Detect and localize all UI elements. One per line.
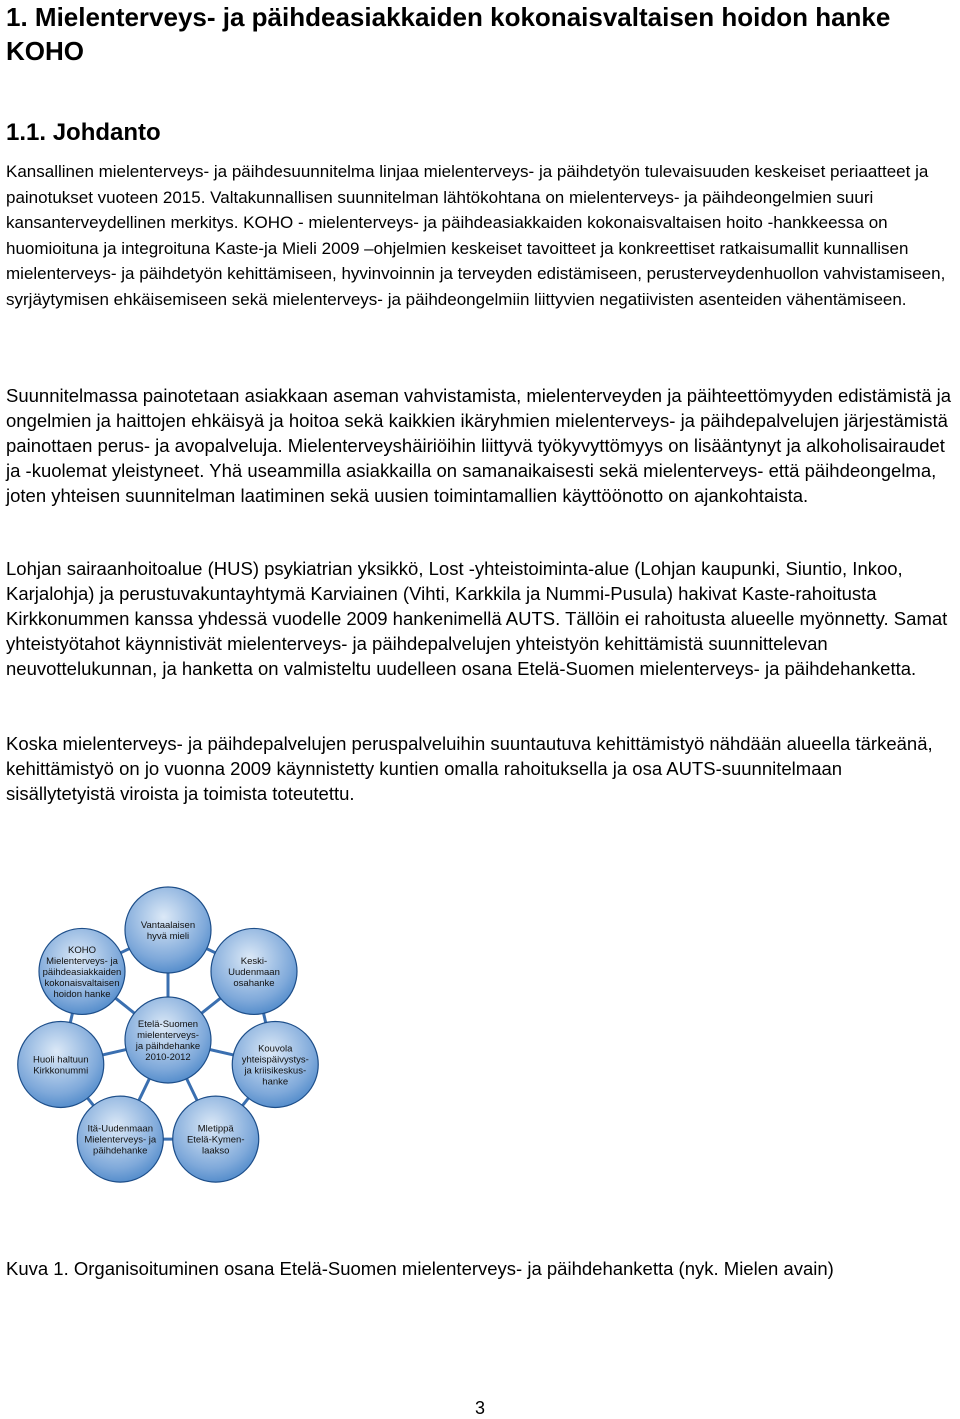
diagram-node-label: Etelä-Kymen- (186, 1134, 245, 1146)
diagram-node-label: mielenterveys- (137, 1030, 199, 1041)
diagram-node-label: ja päihdehanke (135, 1041, 201, 1052)
diagram-node-label: ja kriisikeskus- (244, 1065, 307, 1077)
diagram-node-label: Uudenmaan (228, 966, 280, 978)
diagram-node-label: hyvä mieli (146, 931, 190, 942)
paragraph-intro: Kansallinen mielenterveys- ja päihdesuunnitelma linjaa mielenterveys- ja päihdetyön tulevaisuuden keskeiset periaatteet ja painotukset vuoteen 2015. Valtakunnallisen suunnitelman lähtökohtana on mielenterveys- ja päihdeongelmien suuri kansanterveydellinen merkitys. KOHO - mielenterveys- ja päihdeasiakkaiden kokonaisvaltaisen hoito -hankkeessa on huomioituna ja integroituna Kaste-ja Mieli 2009 –ohjelmien keskeiset tavoitteet ja konkreettiset ratkaisumallit kunnallisen mielenterveys- ja päihdetyön kehittämiseen, hyvinvoinnin ja terveyden edistämiseen, perusterveydenhuollon vahvistamiseen, syrjäytymisen ehkäisemiseen sekä mielenterveys- ja päihdeongelmiin liittyvien negatiivisten asenteiden vähentämiseen. (6, 162, 946, 309)
diagram-node-label: Mletippä (197, 1123, 234, 1135)
diagram-node (125, 887, 211, 973)
diagram-node (173, 1096, 259, 1182)
paragraph-development: Koska mielenterveys- ja päihdepalvelujen peruspalveluihin suuntautuva kehittämistyö nähdään alueella tärkeänä, kehittämistyö on jo vuonna 2009 käynnistetty kuntien omalla rahoituksella ja osa AUTS-suunnitelmaan sisällytetyistä viroista ja toimista toteutettu. (6, 733, 933, 804)
diagram-node-label: hoidon hanke (53, 988, 111, 1000)
diagram-node-label: Huoli haltuun (33, 1054, 89, 1066)
paragraph-plan: Suunnitelmassa painotetaan asiakkaan aseman vahvistamista, mielenterveyden ja päihteettömyyden edistämistä ja ongelmien ja haittojen ehkäisyä ja hoitoa sekä kaikkien ikäryhmien mielenterveys- ja päihdepalvelujen järjestämistä painottaen perus- ja avopalveluja. Mielenterveyshäiriöihin liittyvä työkyvyttömyys on lisääntynyt ja alkoholisairaudet ja -kuolemat yleistyneet. Yhä useammilla asiakkailla on samanaikaisesti sekä mielenterveys- että päihdeongelma, joten yhteisen suunnitelman laatiminen sekä uusien toimintamallien käyttöönotto on ajankohtaista. (6, 385, 952, 506)
page-number: 3 (474, 1398, 485, 1418)
diagram-node-label: Mielenterveys- ja (46, 955, 118, 967)
diagram-node-label: yhteispäivystys- (241, 1054, 309, 1066)
diagram-node-label: 2010-2012 (145, 1052, 191, 1063)
diagram-node (77, 1096, 163, 1182)
diagram-node-label: Vantaalaisen (140, 920, 196, 931)
diagram-node-label: laakso (201, 1145, 230, 1157)
paragraph-partners: Lohjan sairaanhoitoalue (HUS) psykiatrian yksikkö, Lost -yhteistoiminta-alue (Lohjan kaupunki, Siuntio, Inkoo, Karjalohja) ja perustuvakuntayhtymä Karviainen (Vihti, Karkkila ja Nummi-Pusula) hakivat Kaste-rahoitusta Kirkkonummen kanssa yhdessä vuodelle 2009 hankenimellä AUTS. Tällöin ei rahoitusta alueelle myönnetty. Samat yhteistyötahot käynnistivät mielenterveys- ja päihdepalvelujen yhteistyön kehittämistä suunnittelevan neuvottelukunnan, ja hanketta on valmisteltu uudelleen osana Etelä-Suomen mielenterveys- ja päihdehanketta. (6, 558, 948, 679)
diagram-node-label: osahanke (233, 977, 275, 989)
diagram-node (39, 928, 125, 1014)
diagram-node-label: Kouvola (258, 1043, 293, 1055)
diagram-node-label: kokonaisvaltaisen (44, 977, 120, 989)
diagram-node-label: hanke (262, 1076, 289, 1088)
diagram-center-node (125, 997, 211, 1083)
diagram-node (211, 928, 297, 1014)
page-heading: 1. Mielenterveys- ja päihdeasiakkaiden kokonaisvaltaisen hoidon hanke KOHO (6, 2, 891, 66)
diagram-node-label: päihdeasiakkaiden (42, 966, 122, 978)
diagram-node (18, 1021, 104, 1107)
diagram-node-label: KOHO (68, 944, 96, 956)
diagram-node-label: Kirkkonummi (33, 1065, 89, 1077)
organization-diagram (0, 870, 340, 1210)
diagram-node-label: Itä-Uudenmaan (87, 1123, 154, 1135)
diagram-node-label: Etelä-Suomen (137, 1019, 199, 1030)
diagram-node (232, 1021, 318, 1107)
section-heading: 1.1. Johdanto (6, 119, 161, 146)
diagram-node-label: Keski- (240, 955, 268, 967)
figure-caption: Kuva 1. Organisoituminen osana Etelä-Suomen mielenterveys- ja päihdehanketta (nyk. Mielen avain) (6, 1258, 834, 1279)
diagram-node-label: päihdehanke (93, 1145, 148, 1157)
diagram-node-label: Mielenterveys- ja (84, 1134, 157, 1146)
